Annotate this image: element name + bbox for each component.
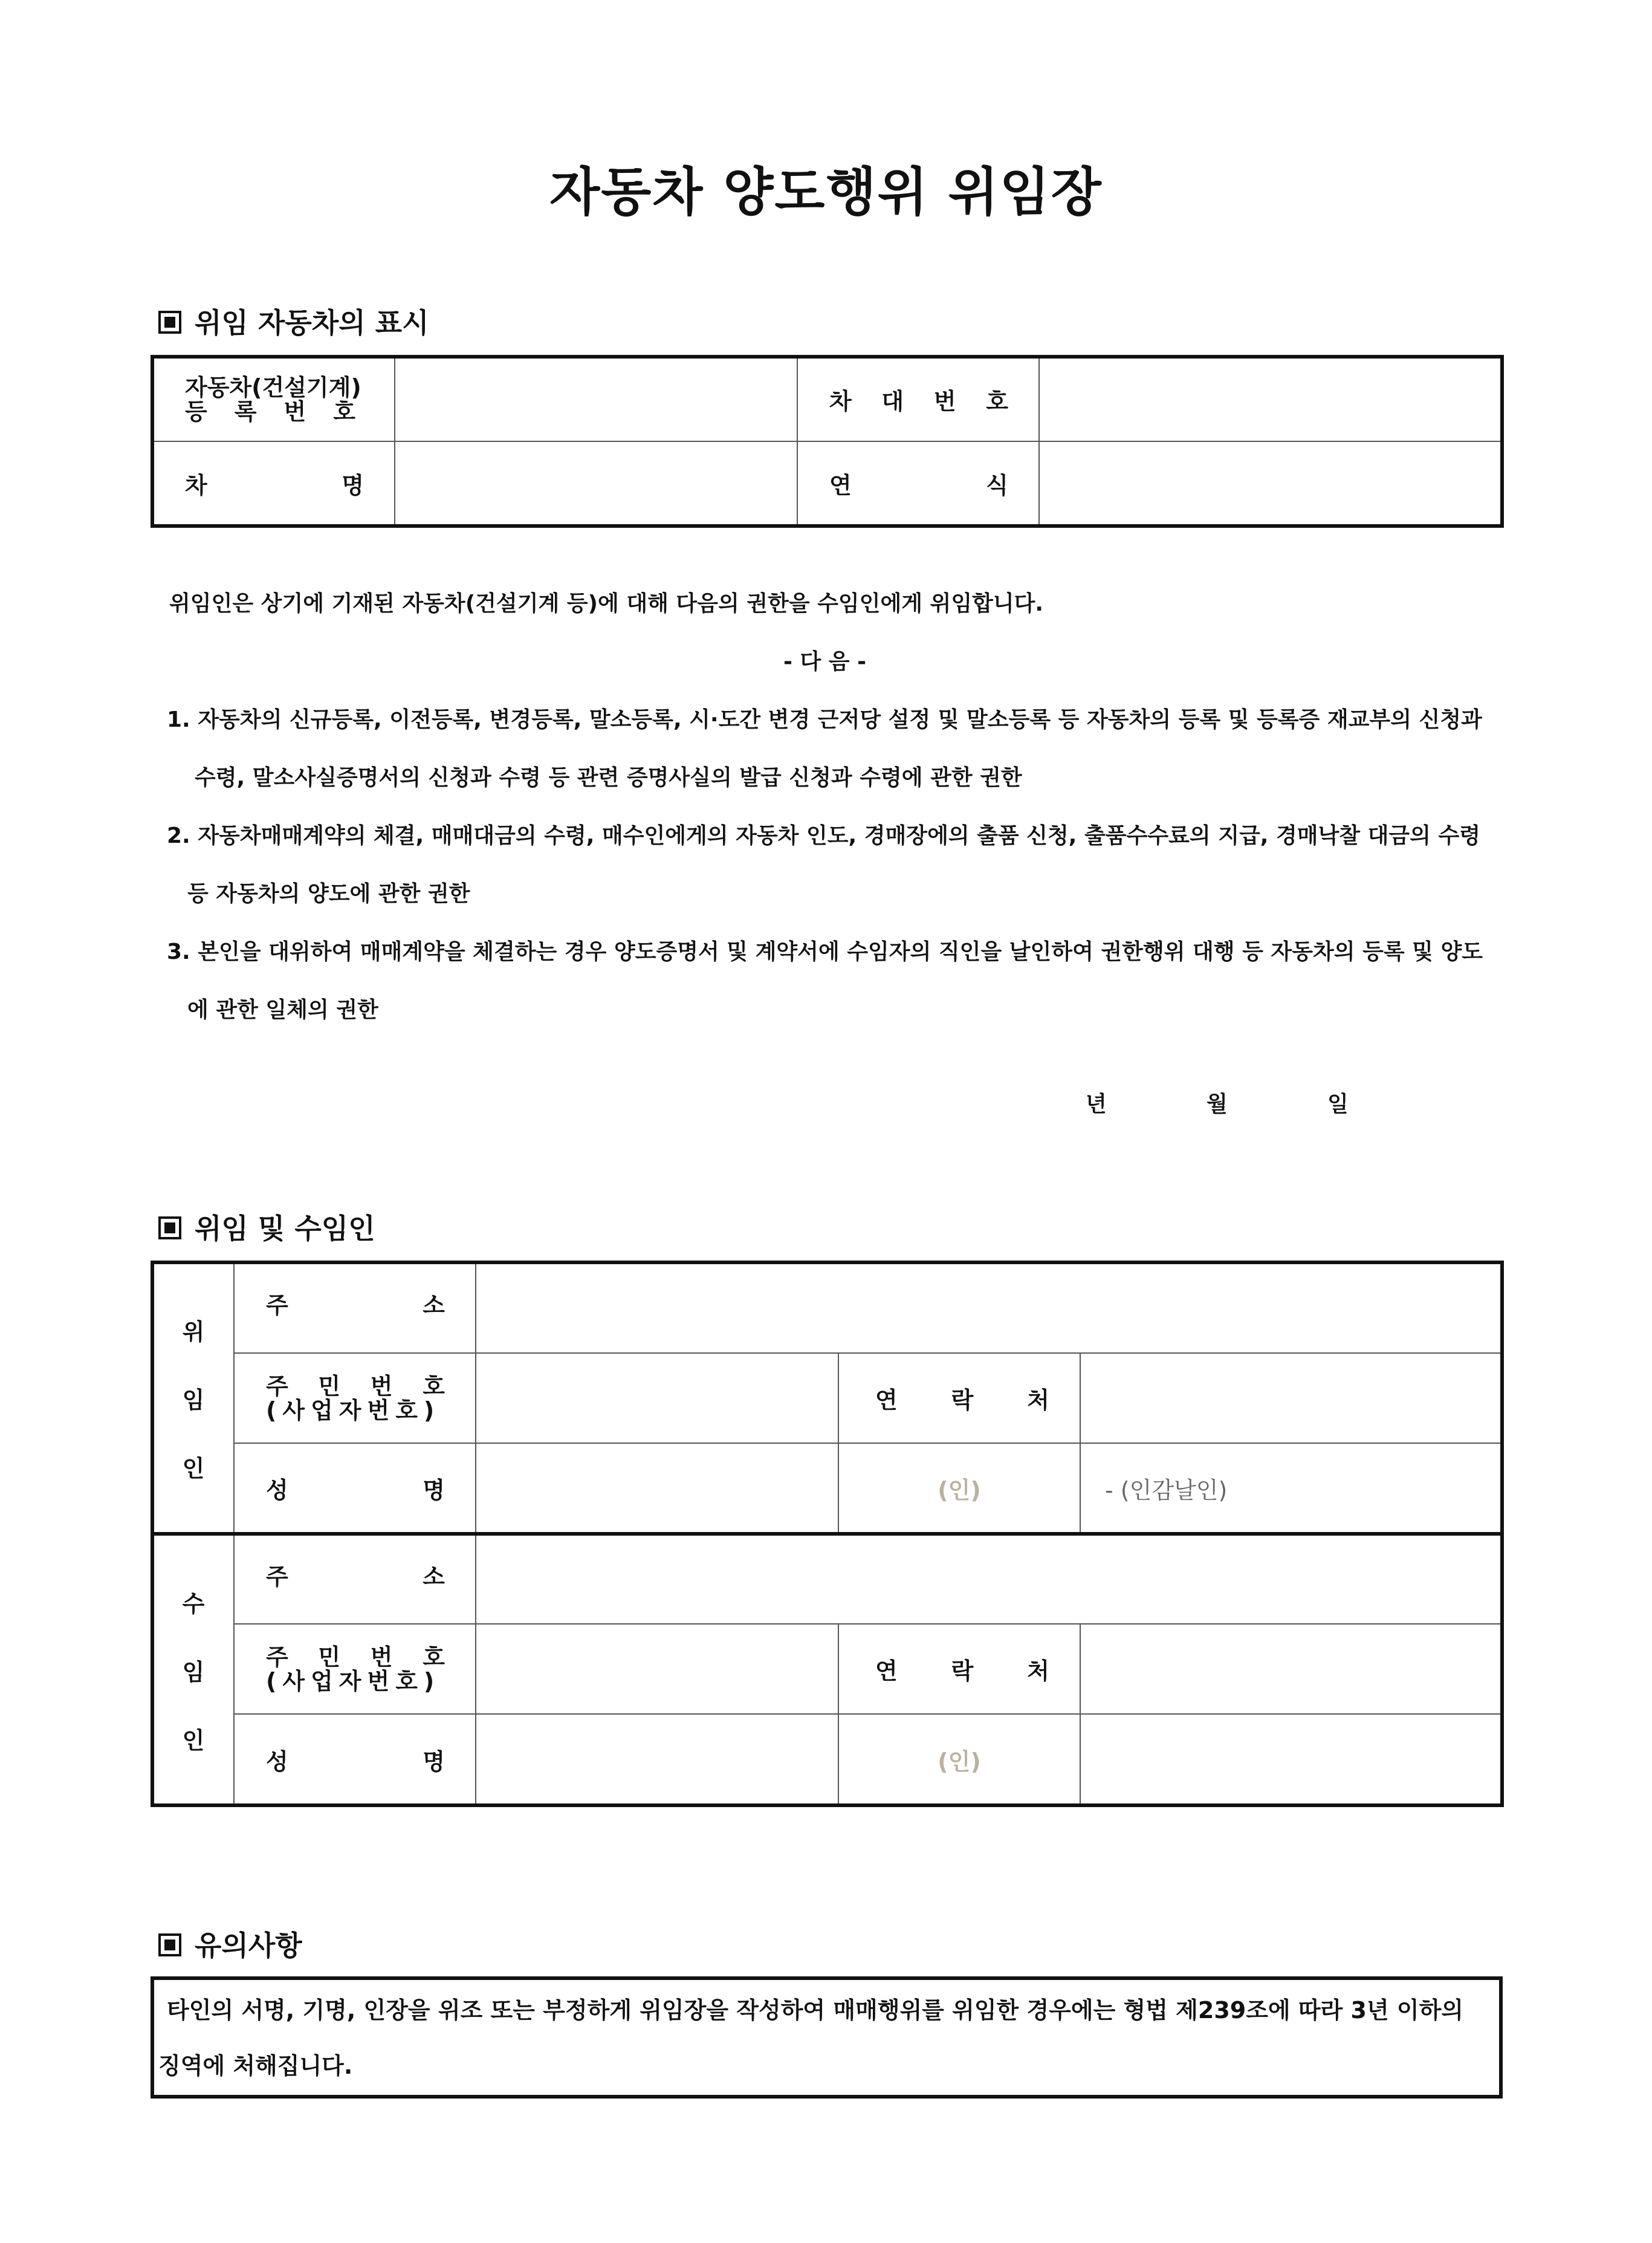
label-char: 처 bbox=[1027, 1658, 1049, 1684]
label-char: 락 bbox=[951, 1658, 974, 1684]
label-char: 주 bbox=[266, 1643, 288, 1670]
date-year: 년 bbox=[1086, 1092, 1107, 1117]
label-char: 인 bbox=[182, 1727, 205, 1754]
label-char: 임 bbox=[182, 1386, 205, 1414]
label-char: 민 bbox=[318, 1372, 341, 1400]
registration-number-field[interactable] bbox=[395, 357, 797, 441]
delegatee-name-field[interactable] bbox=[476, 1714, 838, 1805]
model-year-field[interactable] bbox=[1039, 441, 1501, 525]
notice-line2: 징역에 처해집니다. bbox=[158, 2053, 353, 2079]
label-char: 차 bbox=[829, 388, 852, 415]
delegatee-name-label bbox=[234, 1714, 476, 1805]
label-char: 인 bbox=[182, 1455, 205, 1482]
next-heading: - 다 음 - bbox=[783, 649, 867, 674]
section-heading-parties-text: 위임 및 수임인 bbox=[195, 1212, 375, 1245]
item-2-line1: 2. 자동차매매계약의 체결, 매매대금의 수령, 매수인에게의 자동차 인도, 경매장에의 출품 신청, 출품수수료의 지급, 경매낙찰 대금의 수령 bbox=[167, 823, 1481, 848]
notice-line1: 타인의 서명, 기명, 인장을 위조 또는 부정하게 위임장을 작성하여 매매행위를 위임한 경우에는 형법 제239조에 따라 3년 이하의 bbox=[167, 1997, 1464, 2024]
parties-table bbox=[152, 1262, 1502, 1805]
label-char: 번 bbox=[370, 1372, 393, 1400]
intro-text: 위임인은 상기에 기재된 자동차(건설기계 등)에 대해 다음의 권한을 수임인에게 위임합니다. bbox=[169, 591, 1044, 616]
delegator-address-label bbox=[234, 1263, 476, 1353]
label-char: 처 bbox=[1027, 1387, 1049, 1414]
label-char: 주 bbox=[266, 1563, 288, 1590]
date-day: 일 bbox=[1327, 1092, 1349, 1117]
seal-note-cell bbox=[1080, 1443, 1501, 1534]
delegator-address-field[interactable] bbox=[476, 1263, 1501, 1353]
label-char: 호 bbox=[986, 388, 1008, 415]
section-heading-vehicle bbox=[158, 301, 429, 341]
label-char: 번 bbox=[933, 388, 956, 415]
section-heading-notice-text: 유의사항 bbox=[195, 1929, 302, 1962]
delegator-id-field[interactable] bbox=[476, 1353, 838, 1443]
id-label-line2: (사업자번호) bbox=[266, 1397, 441, 1424]
delegatee-address-label bbox=[234, 1534, 476, 1624]
section-heading-parties bbox=[158, 1207, 375, 1247]
label-char: 번 bbox=[283, 398, 306, 425]
label-char: 수 bbox=[182, 1590, 205, 1617]
id-label-line2: (사업자번호) bbox=[266, 1667, 441, 1695]
vehicle-table bbox=[152, 357, 1502, 526]
label-char: 록 bbox=[234, 398, 257, 425]
label-char: 연 bbox=[829, 472, 852, 499]
label-char: 명 bbox=[423, 1476, 445, 1504]
label-char: 식 bbox=[986, 472, 1008, 499]
delegator-label bbox=[153, 1263, 234, 1534]
label-char: 위 bbox=[182, 1318, 205, 1345]
item-1-line1: 1. 자동차의 신규등록, 이전등록, 변경등록, 말소등록, 시·도간 변경 근저당 설정 및 말소등록 등 자동차의 등록 및 등록증 재교부의 신청과 bbox=[167, 707, 1482, 732]
label-char: 등 bbox=[185, 398, 207, 425]
section-heading-vehicle-text: 위임 자동차의 표시 bbox=[195, 307, 429, 339]
registration-label-line1: 자동차(건설기계) bbox=[185, 374, 361, 401]
label-char: 대 bbox=[881, 388, 904, 415]
label-char: 번 bbox=[370, 1643, 393, 1670]
label-char: 연 bbox=[875, 1658, 898, 1684]
label-char: 주 bbox=[266, 1372, 288, 1400]
label-char: 차 bbox=[185, 472, 207, 499]
label-char: 명 bbox=[342, 472, 364, 499]
date-month: 월 bbox=[1207, 1092, 1228, 1117]
item-3-line2: 에 관한 일체의 권한 bbox=[187, 998, 378, 1022]
label-char: 락 bbox=[951, 1387, 974, 1414]
label-char: 연 bbox=[875, 1387, 898, 1414]
square-bullet-icon bbox=[158, 1933, 181, 1956]
delegator-contact-label bbox=[838, 1353, 1080, 1443]
label-char: 주 bbox=[266, 1292, 288, 1319]
delegator-name-label bbox=[234, 1443, 476, 1534]
label-char: 성 bbox=[266, 1476, 288, 1504]
vehicle-name-label bbox=[153, 441, 395, 525]
document-title: 자동차 양도행위 위임장 bbox=[549, 162, 1103, 222]
delegatee-extra-cell bbox=[1080, 1714, 1501, 1805]
chassis-number-field[interactable] bbox=[1039, 357, 1501, 441]
label-char: 소 bbox=[423, 1292, 445, 1319]
vehicle-name-field[interactable] bbox=[395, 441, 797, 525]
seal-placeholder: (인) bbox=[938, 1748, 981, 1775]
delegator-seal-cell[interactable] bbox=[838, 1443, 1080, 1534]
seal-placeholder: (인) bbox=[938, 1476, 981, 1504]
delegatee-contact-label bbox=[838, 1624, 1080, 1714]
delegatee-label bbox=[153, 1534, 234, 1805]
label-char: 명 bbox=[423, 1748, 445, 1775]
model-year-label bbox=[797, 441, 1039, 525]
delegatee-id-label bbox=[234, 1624, 476, 1714]
item-1-line2: 수령, 말소사실증명서의 신청과 수령 등 관련 증명사실의 발급 신청과 수령에 관한 권한 bbox=[195, 765, 1022, 790]
delegator-id-label bbox=[234, 1353, 476, 1443]
square-bullet-icon bbox=[158, 311, 181, 334]
delegator-name-field[interactable] bbox=[476, 1443, 838, 1534]
label-char: 민 bbox=[318, 1643, 341, 1670]
delegatee-id-field[interactable] bbox=[476, 1624, 838, 1714]
chassis-number-label bbox=[797, 357, 1039, 441]
notice-box bbox=[152, 1978, 1501, 2097]
delegator-contact-field[interactable] bbox=[1080, 1353, 1501, 1443]
label-char: 호 bbox=[423, 1643, 445, 1670]
label-char: 임 bbox=[182, 1658, 205, 1686]
item-3-line1: 3. 본인을 대위하여 매매계약을 체결하는 경우 양도증명서 및 계약서에 수임자의 직인을 날인하여 권한행위 대행 등 자동차의 등록 및 양도 bbox=[167, 940, 1483, 964]
registration-number-label bbox=[153, 357, 395, 441]
item-2-line2: 등 자동차의 양도에 관한 권한 bbox=[187, 881, 470, 906]
delegatee-address-field[interactable] bbox=[476, 1534, 1501, 1624]
label-char: 소 bbox=[423, 1563, 445, 1590]
label-char: 호 bbox=[423, 1372, 445, 1400]
section-heading-notice bbox=[158, 1924, 302, 1964]
delegatee-seal-cell[interactable] bbox=[838, 1714, 1080, 1805]
label-char: 호 bbox=[333, 398, 355, 425]
label-char: 성 bbox=[266, 1748, 288, 1775]
square-bullet-icon bbox=[158, 1216, 181, 1239]
seal-note: - (인감날인) bbox=[1105, 1476, 1228, 1504]
delegatee-contact-field[interactable] bbox=[1080, 1624, 1501, 1714]
